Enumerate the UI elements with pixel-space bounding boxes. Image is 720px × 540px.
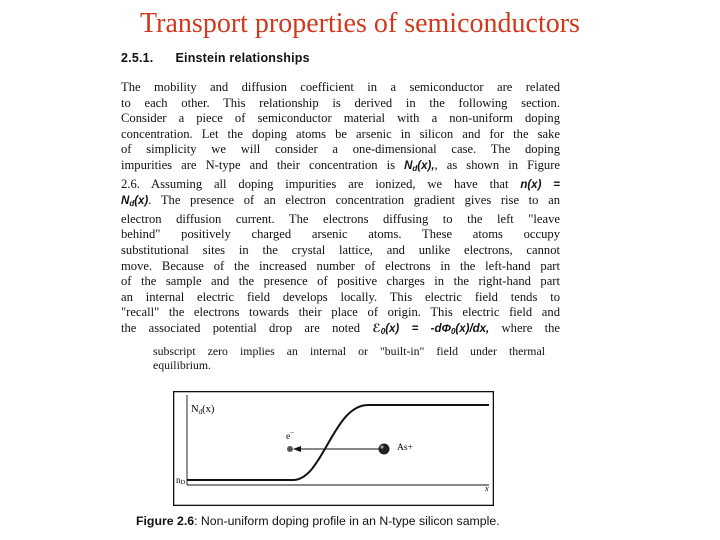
doping-symbol: $N_d(x)$,: [404, 159, 435, 173]
figure-frame: [174, 392, 494, 506]
baseline-label: nD: [176, 475, 186, 486]
electron-dot: [287, 446, 293, 452]
caption-label: Figure 2.6: [136, 514, 195, 528]
paragraph-line: impurities are N-type and their concentration is $N_d(x)$,, as shown in Figure: [121, 157, 560, 173]
ion-label: As+: [397, 443, 413, 453]
x-axis-label: x: [485, 483, 489, 493]
doping-symbol: $N_d(x)$: [121, 195, 149, 209]
paragraph-line: $N_d(x)$. The presence of an electron concentration gradient gives rise to an: [121, 193, 560, 209]
paragraph-line: equilibrium.: [153, 358, 211, 372]
section-title: Einstein relationships: [175, 51, 310, 65]
paragraph-line: The mobility and diffusion coefficient in a semiconductor are related: [121, 80, 560, 94]
field-equation: ℰ$_0$(x) = $-d\Phi_0(x)/dx$,: [372, 322, 490, 336]
body-paragraph: [121, 80, 560, 340]
paragraph-line: to each other. This relationship is derived in the following section.: [121, 95, 560, 110]
caption-text: : Non-uniform doping profile in an N-type silicon sample.: [194, 514, 500, 528]
y-axis-label: Nd(x): [191, 404, 215, 416]
paragraph-line: of the sample and the presence of positive charges in the right-hand part: [121, 274, 560, 289]
figure-caption: [136, 514, 500, 528]
ion-highlight: [380, 445, 383, 448]
section-number: 2.5.1.: [121, 51, 154, 65]
paragraph-line: concentration. Let the doping atoms be arsenic in silicon and for the sake: [121, 126, 560, 141]
electron-label: e−: [286, 429, 295, 442]
paragraph-line: behind" positively charged arsenic atoms. These atoms occupy: [121, 227, 560, 242]
paragraph-line: move. Because of the increased number of electrons in the left-hand part: [121, 258, 560, 273]
paragraph-line: an internal electric field develops locally. This electric field tends to: [121, 289, 560, 304]
paragraph-line: of simplicity we will consider a one-dimensional case. The doping: [121, 142, 560, 157]
electron-density-symbol: n(x) =: [520, 178, 560, 191]
paragraph-line: "recall" the electrons towards their place of origin. This electric field and: [121, 305, 560, 320]
paragraph-line: 2.6. Assuming all doping impurities are ionized, we have that n(x) =: [121, 176, 560, 191]
slide-title: Transport properties of semiconductors: [140, 8, 580, 39]
doping-profile-figure: [173, 391, 494, 506]
paragraph-line: electron diffusion current. The electrons diffusing to the left "leave: [121, 211, 560, 226]
paragraph-line: subscript zero implies an internal or "built-in" field under thermal: [153, 344, 545, 358]
paragraph-line: the associated potential drop are noted ℰ$_0$(x) = $-d\Phi_0(x)/dx$, where the: [121, 320, 560, 336]
paragraph-line: substitutional sites in the crystal lattice, and unlike electrons, cannot: [121, 242, 560, 257]
paragraph-line: Consider a piece of semiconductor material with a non-uniform doping: [121, 111, 560, 126]
section-heading: [121, 51, 310, 65]
arsenic-ion: [379, 444, 390, 455]
body-paragraph-2: [153, 344, 545, 372]
